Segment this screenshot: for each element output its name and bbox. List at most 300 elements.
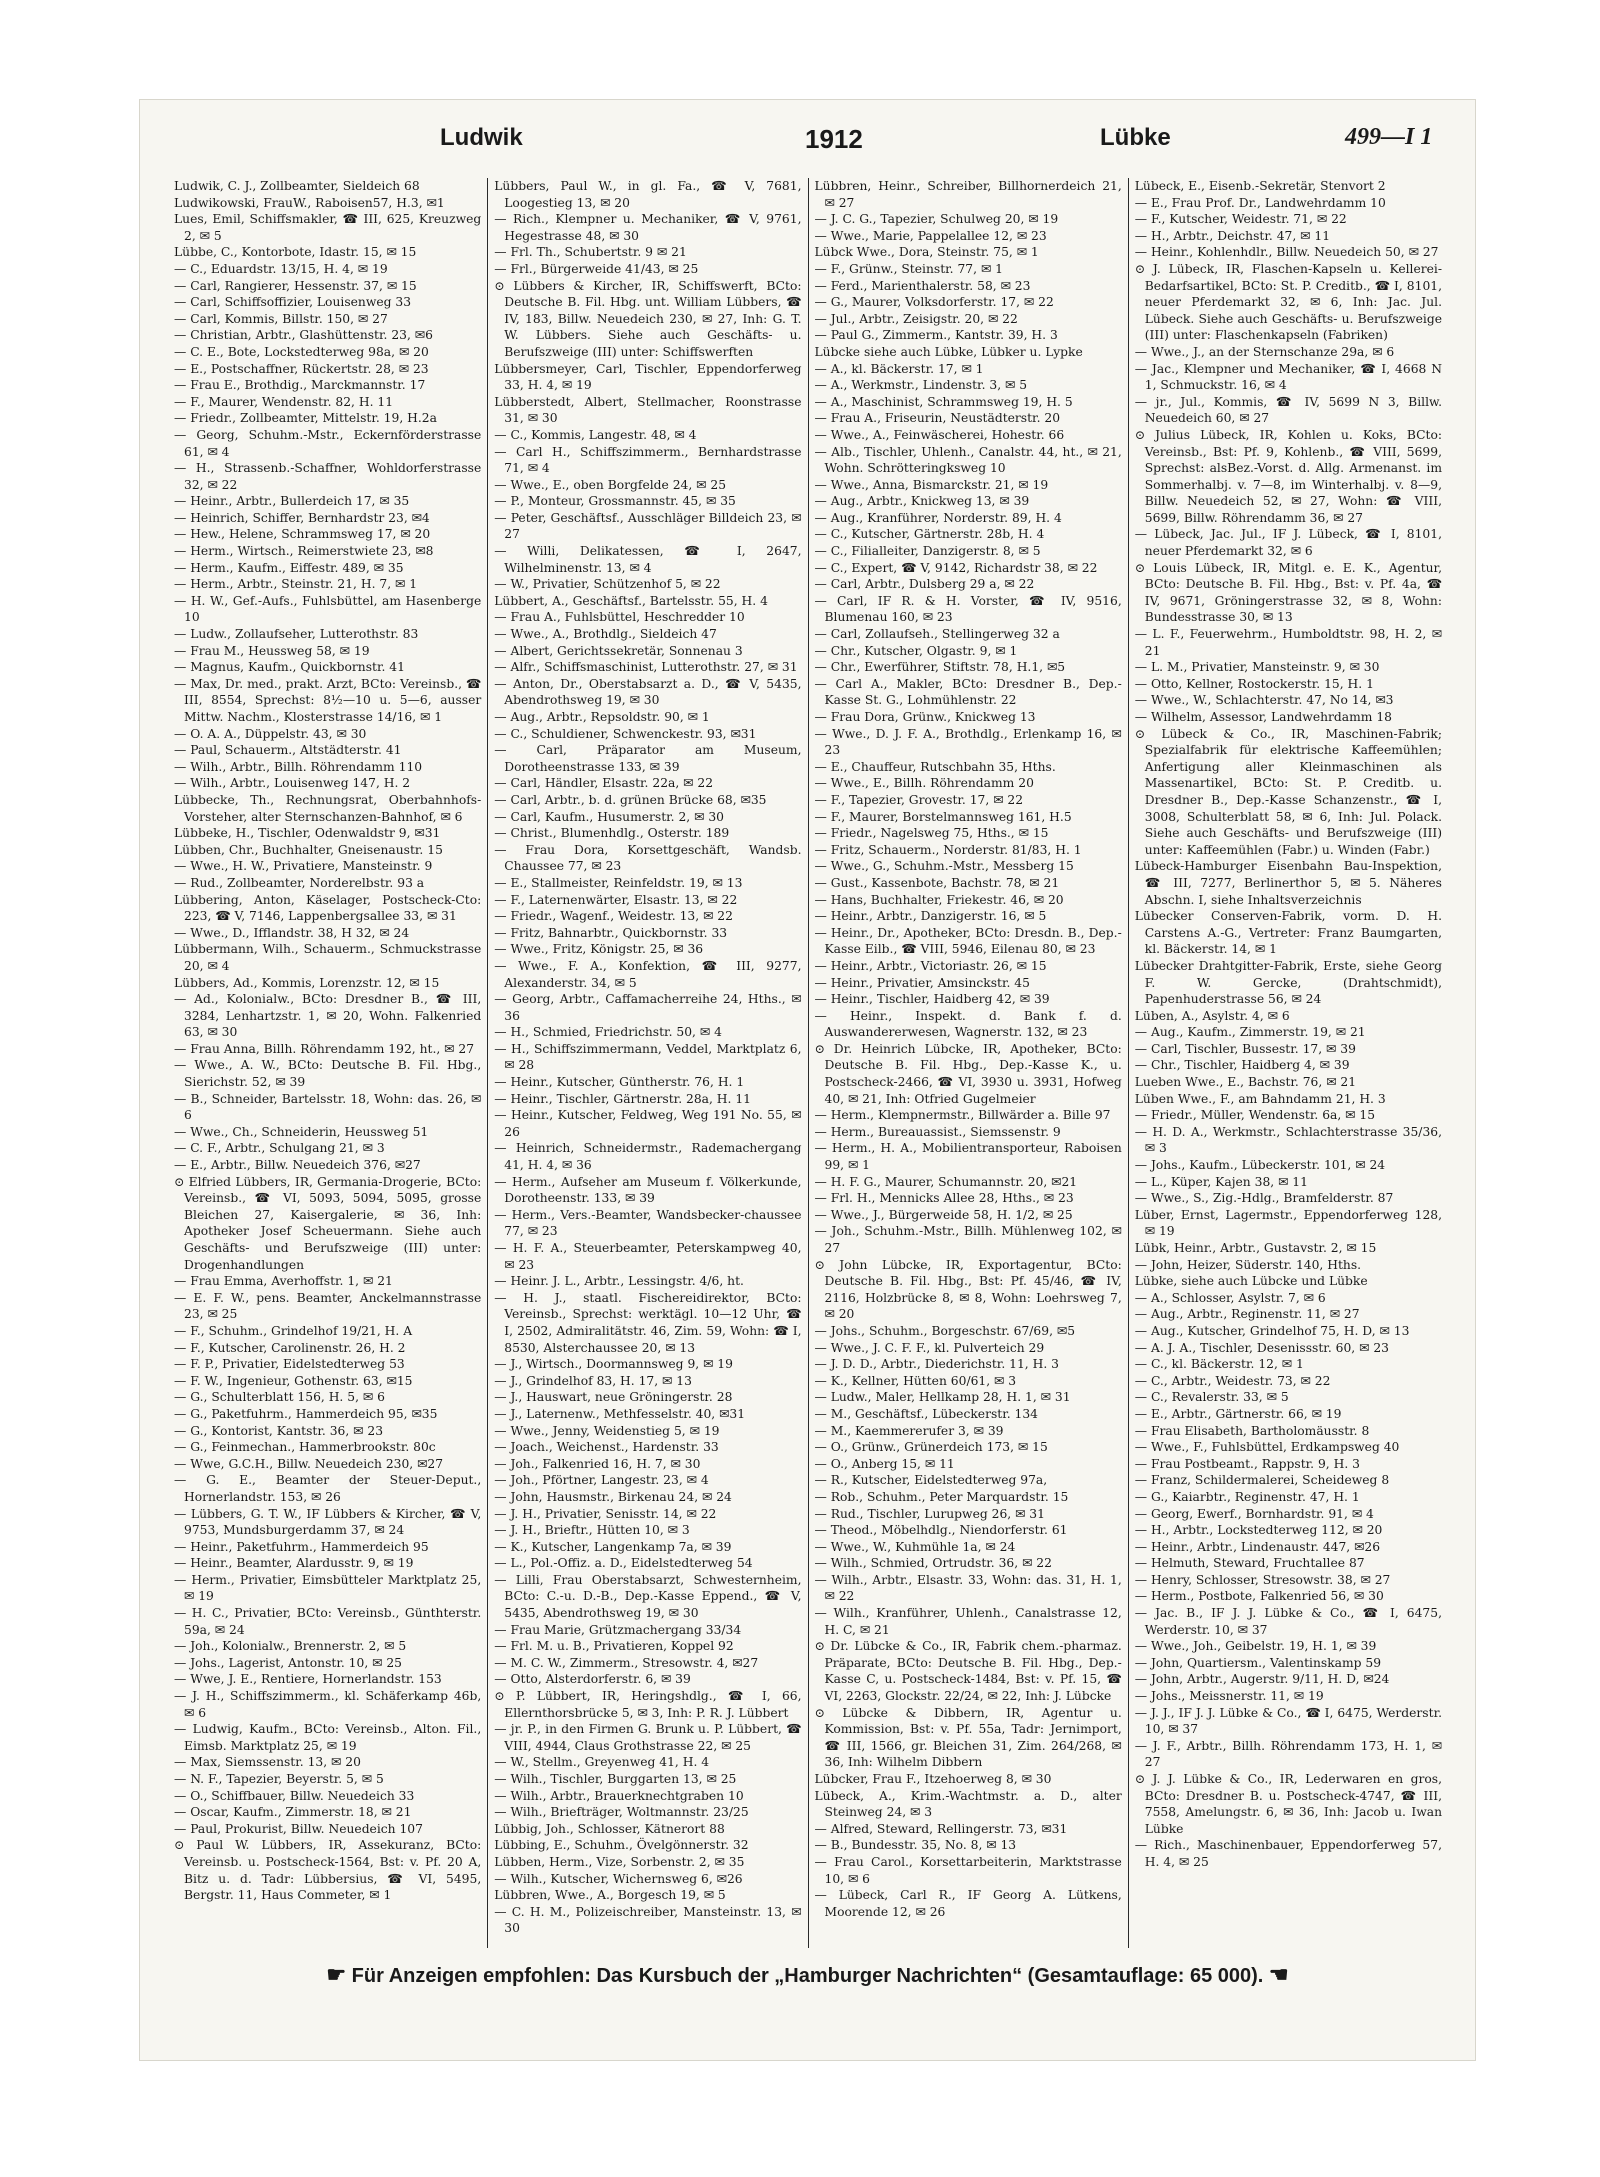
directory-entry: — Friedr., Wagenf., Weidestr. 13, ✉ 22 [494,909,733,924]
directory-entry: — K., Kellner, Hütten 60/61, ✉ 3 [814,1373,1017,1388]
directory-entry: — L. F., Feuerwehrm., Humboldtstr. 98, H. 2, ✉ 21 [1134,627,1442,658]
column-3 [809,178,1129,1948]
directory-entry: — F., Tapezier, Grovestr. 17, ✉ 22 [814,792,1024,807]
directory-entry: — Herm., Postbote, Falkenried 56, ✉ 30 [1134,1589,1384,1604]
directory-entry: — Wwe., D., Ifflandstr. 38, H 32, ✉ 24 [174,925,410,940]
directory-entry: — Aug., Arbtr., Repsoldstr. 90, ✉ 1 [494,710,710,724]
directory-entry: — J., Laternenw., Methfesselstr. 40, ✉31 [494,1406,746,1421]
directory-entry: — Wwe., Fritz, Königstr. 25, ✉ 36 [494,942,704,957]
directory-entry: — C. F., Arbtr., Schulgang 21, ✉ 3 [174,1141,385,1156]
directory-entry: — Herm., Arbtr., Steinstr. 21, H. 7, ✉ 1 [174,577,418,592]
directory-entry: — M. C. W., Zimmerm., Stresowstr. 4, ✉27 [494,1655,759,1670]
directory-entry: — C., Arbtr., Weidestr. 73, ✉ 22 [1134,1373,1331,1388]
directory-entry: — Frau Emma, Averhoffstr. 1, ✉ 21 [174,1274,393,1289]
directory-entry: — Alfr., Schiffsmaschinist, Lutterothstr. 27, ✉ 31 [494,660,798,675]
directory-entry: — Wilhelm, Assessor, Landwehrdamm 18 [1134,710,1392,724]
directory-entry: — Wwe., Anna, Bismarckstr. 21, ✉ 19 [814,477,1049,492]
directory-entry: — H. C., Privatier, BCto: Vereinsb., Günthterstr. 59a, ✉ 24 [174,1606,482,1637]
directory-entry: — Anton, Dr., Oberstabsarzt a. D., ☎ V, 5435, Abendrothsweg 19, ✉ 30 [494,676,802,708]
directory-entry: Lübbers, Paul W., in gl. Fa., ☎ V, 7681, Loogestieg 13, ✉ 20 [494,179,802,210]
directory-entry: — Aug., Kutscher, Grindelhof 75, H. D, ✉ 13 [1134,1323,1410,1338]
directory-entry: — Wilh., Briefträger, Woltmannstr. 23/25 [494,1805,749,1820]
directory-entry: ⊙ P. Lübbert, IR, Heringshdlg., ☎ I, 66, Ellernthorsbrücke 5, ✉ 3, Inh: P. R. J. Lübbert [494,1689,802,1720]
directory-entry: ⊙ Paul W. Lübbers, IR, Assekuranz, BCto: Vereinsb. u. Postscheck-1564, Bst: v. Pf. 20 A, Bitz u. d. Tadr: Lübbersius, ☎ VI, 5495, Bergstr. 11, Haus Commeter, ✉ 1 [174,1838,482,1903]
directory-entry: — Carl, Präparator am Museum, Dorotheenstrasse 133, ✉ 39 [494,743,802,774]
directory-entry: ⊙ Lübcke & Dibbern, IR, Agentur u. Kommission, Bst: v. Pf. 55a, Tadr: Jernimport, ☎ III, 1566, gr. Bleichen 31, Zim. 264/268, ✉ 36, Inh: Wilhelm Dibbern [814,1705,1122,1770]
directory-entry: — Ludw., Zollaufseher, Lutterothstr. 83 [174,627,419,642]
directory-entry: Lübk, Heinr., Arbtr., Gustavstr. 2, ✉ 15 [1134,1241,1377,1255]
directory-entry: — Carl, Arbtr., Dulsberg 29 a, ✉ 22 [814,577,1035,592]
directory-entry: — Wwe., A. W., BCto: Deutsche B. Fil. Hbg., Sierichstr. 52, ✉ 39 [174,1058,482,1090]
directory-entry: — Frau E., Brothdig., Marckmannstr. 17 [174,378,426,393]
directory-entry: — Frau Dora, Korsettgeschäft, Wandsb. Chaussee 77, ✉ 23 [494,842,802,874]
directory-entry: — John, Hausmstr., Birkenau 24, ✉ 24 [494,1489,732,1504]
directory-entry: — Lübbers, G. T. W., IF Lübbers & Kircher, ☎ V, 9753, Mundsburgerdamm 37, ✉ 24 [174,1506,482,1538]
directory-entry: Lübcker, Frau F., Itzehoerweg 8, ✉ 30 [814,1772,1052,1786]
directory-entry: — C., Expert, ☎ V, 9142, Richardstr 38, ✉ 22 [814,560,1098,575]
directory-entry: — Frau Marie, Grützmachergang 33/34 [494,1622,742,1637]
directory-entry: — J. H., Brieftr., Hütten 10, ✉ 3 [494,1523,690,1538]
directory-entry: — C. E., Bote, Lockstedterweg 98a, ✉ 20 [174,344,429,359]
directory-entry: Lübbecke, Th., Rechnungsrat, Oberbahnhofs-Vorsteher, alter Sternschanzen-Bahnhof, ✉ 6 [174,792,482,824]
directory-entry: — Heinrich, Schneidermstr., Rademachergang 41, H. 4, ✉ 36 [494,1141,802,1173]
directory-page [140,100,1475,2060]
directory-entry: — Heinr., Arbtr., Bullerdeich 17, ✉ 35 [174,494,410,509]
directory-entry: — Chr., Tischler, Haidberg 4, ✉ 39 [1134,1058,1350,1073]
directory-entry: — Otto, Kellner, Rostockerstr. 15, H. 1 [1134,676,1374,691]
page-header [140,118,1475,168]
directory-entry: — Jac. B., IF J. J. Lübke & Co., ☎ I, 6475, Werderstr. 10, ✉ 37 [1134,1606,1442,1637]
directory-entry: — Fritz, Bahnarbtr., Quickbornstr. 33 [494,925,728,940]
directory-entry: — Max, Siemssenstr. 13, ✉ 20 [174,1755,361,1770]
directory-entry: — J., Hauswart, neue Gröningerstr. 28 [494,1390,733,1405]
page-number: 499—I 1 [1345,124,1433,150]
directory-entry: — Heinr., Kutscher, Güntherstr. 76, H. 1 [494,1075,745,1090]
directory-entry: Lübeck-Hamburger Eisenbahn Bau-Inspektion, ☎ III, 7277, Berlinerthor 5, ✉ 5. Näheres Abschn. I, siehe Inhaltsverzeichnis [1134,859,1442,907]
directory-entry: — Johs., Lagerist, Antonstr. 10, ✉ 25 [174,1655,403,1670]
directory-entry: Lübeck, E., Eisenb.-Sekretär, Stenvort 2 [1134,179,1386,193]
directory-entry: — Georg, Arbtr., Caffamacherreihe 24, Hths., ✉ 36 [494,992,802,1023]
directory-entry: — Aug., Arbtr., Knickweg 13, ✉ 39 [814,494,1030,509]
directory-entry: — O. A. A., Düppelstr. 43, ✉ 30 [174,726,367,741]
directory-entry: — Jac., Klempner und Mechaniker, ☎ I, 4668 N 1, Schmuckstr. 16, ✉ 4 [1134,361,1442,393]
directory-entry: — J. H., Privatier, Senisstr. 14, ✉ 22 [494,1506,717,1521]
directory-entry: — Joh., Kolonialw., Brennerstr. 2, ✉ 5 [174,1639,407,1654]
directory-entry: — G. E., Beamter der Steuer-Deput., Hornerlandstr. 153, ✉ 26 [174,1473,482,1504]
directory-entry: — W., Privatier, Schützenhof 5, ✉ 22 [494,577,721,592]
directory-entry: — R., Kutscher, Eidelstedterweg 97a, [814,1473,1048,1488]
directory-entry: — Theod., Möbelhdlg., Niendorferstr. 61 [814,1523,1068,1538]
directory-entry: — Ludwig, Kaufm., BCto: Vereinsb., Alton. Fil., Eimsb. Marktplatz 25, ✉ 19 [174,1722,482,1753]
directory-entry: — F., Maurer, Borstelmannsweg 161, H.5 [814,809,1072,824]
directory-entry: — Herm., Klempnermstr., Billwärder a. Bille 97 [814,1108,1111,1123]
directory-entry: — G., Kontorist, Kantstr. 36, ✉ 23 [174,1423,384,1438]
directory-entry: — Carl, Händler, Elsastr. 22a, ✉ 22 [494,776,714,791]
directory-entry: — Georg, Schuhm.-Mstr., Eckernförderstrasse 61, ✉ 4 [174,427,482,459]
directory-entry: — Herm., Wirtsch., Reimerstwiete 23, ✉8 [174,544,434,559]
directory-entry: — H., Arbtr., Lockstedterweg 112, ✉ 20 [1134,1523,1383,1538]
directory-entry: Ludwik, C. J., Zollbeamter, Sieldeich 68 [174,179,420,193]
directory-entry: — W., Stellm., Greyenweg 41, H. 4 [494,1755,710,1770]
directory-entry: Lübbe, C., Kontorbote, Idastr. 15, ✉ 15 [174,245,417,260]
directory-entry: — F. W., Ingenieur, Gothenstr. 63, ✉15 [174,1373,413,1388]
directory-entry: ⊙ Dr. Lübcke & Co., IR, Fabrik chem.-pharmaz. Präparate, BCto: Deutsche B. Fil. Hbg., Dep.-Kasse C, u. Postscheck-1484, Bst: v. Pf. 15, ☎ VI, 2263, Glockstr. 22/24, ✉ 22, Inh: J. Lübcke [814,1639,1122,1704]
directory-entry: — Wwe., Joh., Geibelstr. 19, H. 1, ✉ 39 [1134,1639,1377,1654]
directory-entry: ⊙ John Lübcke, IR, Exportagentur, BCto: Deutsche B. Fil. Hbg., Bst: Pf. 45/46, ☎ IV, 2116, Holzbrücke 8, ✉ 8, Wohn: Loehrsweg 7, ✉ 20 [814,1257,1122,1322]
directory-entry: — Frau Anna, Billh. Röhrendamm 192, ht., ✉ 27 [174,1041,475,1056]
directory-entry: — Wwe., Marie, Pappelallee 12, ✉ 23 [814,228,1047,243]
directory-entry: — Rich., Maschinenbauer, Eppendorferweg 57, H. 4, ✉ 25 [1134,1838,1442,1869]
directory-entry: Lübck Wwe., Dora, Steinstr. 75, ✉ 1 [814,245,1039,260]
directory-entry: — Ferd., Marienthalerstr. 58, ✉ 23 [814,278,1031,293]
directory-entry: — Friedr., Müller, Wendenstr. 6a, ✉ 15 [1134,1108,1376,1123]
directory-entry: — Wwe., H. W., Privatiere, Mansteinstr. 9 [174,859,433,874]
directory-entry: — Ludw., Maler, Hellkamp 28, H. 1, ✉ 31 [814,1390,1071,1405]
directory-entry: Lübben, Herm., Vize, Sorbenstr. 2, ✉ 35 [494,1854,745,1869]
directory-entry: ⊙ Lübbers & Kircher, IR, Schiffswerft, BCto: Deutsche B. Fil. Hbg. unt. William Lübbers, ☎ IV, 183, Billw. Neuedeich 230, ✉ 27, Inh: G. T. W. Lübbers. Siehe auch Geschäfts- u. Berufszweige (III) unter: Schiffswerften [494,278,802,359]
directory-entry: Lübbeke, H., Tischler, Odenwaldstr 9, ✉31 [174,826,441,841]
directory-entry: — Frau Dora, Grünw., Knickweg 13 [814,710,1036,724]
directory-entry: — Jul., Arbtr., Zeisigstr. 20, ✉ 22 [814,311,1018,326]
directory-entry: — O., Schiffbauer, Billw. Neuedeich 33 [174,1788,415,1803]
directory-entry: — L., Küper, Kajen 38, ✉ 11 [1134,1174,1308,1189]
directory-entry: — J. C. G., Tapezier, Schulweg 20, ✉ 19 [814,212,1059,227]
directory-entry: — Heinr., Kohlenhdlr., Billw. Neuedeich 50, ✉ 27 [1134,245,1439,260]
directory-entry: — Wwe., D. J. F. A., Brothdlg., Erlenkamp 16, ✉ 23 [814,726,1122,758]
directory-entry: — Carl, IF R. & H. Vorster, ☎ IV, 9516, Blumenau 160, ✉ 23 [814,593,1122,625]
directory-entry: — Wilh., Tischler, Burggarten 13, ✉ 25 [494,1772,737,1786]
directory-entry: — Frau M., Heussweg 58, ✉ 19 [174,643,370,658]
directory-entry: — Carl, Arbtr., b. d. grünen Brücke 68, ✉35 [494,792,767,807]
directory-entry: — Christian, Arbtr., Glashüttenstr. 23, ✉6 [174,328,433,343]
directory-entry: — Frl., Bürgerweide 41/43, ✉ 25 [494,261,699,276]
directory-entry: — Heinr., Kutscher, Feldweg, Weg 191 No. 55, ✉ 26 [494,1108,802,1139]
directory-entry: Lübeck, A., Krim.-Wachtmstr. a. D., alter Steinweg 24, ✉ 3 [814,1788,1122,1820]
directory-entry: — C., Eduardstr. 13/15, H. 4, ✉ 19 [174,261,388,276]
directory-entry: — Rich., Klempner u. Mechaniker, ☎ V, 9761, Hegestrasse 48, ✉ 30 [494,212,802,243]
directory-entry: — G., Kaiarbtr., Reginenstr. 47, H. 1 [1134,1489,1360,1504]
directory-entry: Lübbert, A., Geschäftsf., Bartelsstr. 55, H. 4 [494,593,768,608]
directory-entry: — Wwe, J. E., Rentiere, Hornerlandstr. 153 [174,1672,442,1687]
directory-entry: — Johs., Meissnerstr. 11, ✉ 19 [1134,1689,1324,1704]
directory-entry: — O., Grünw., Grünerdeich 173, ✉ 15 [814,1440,1048,1455]
directory-entry: — Gust., Kassenbote, Bachstr. 78, ✉ 21 [814,875,1060,890]
directory-entry: — jr., Jul., Kommis, ☎ IV, 5699 N 3, Billw. Neuedeich 60, ✉ 27 [1134,394,1442,426]
directory-entry: Lübberstedt, Albert, Stellmacher, Roonstrasse 31, ✉ 30 [494,394,802,426]
directory-entry: — Georg, Ewerf., Bornhardstr. 91, ✉ 4 [1134,1506,1374,1521]
directory-entry: — G., Feinmechan., Hammerbrookstr. 80c [174,1440,436,1455]
directory-entry: Lübbersmeyer, Carl, Tischler, Eppendorferweg 33, H. 4, ✉ 19 [494,361,802,393]
directory-entry: — H. F. G., Maurer, Schumannstr. 20, ✉21 [814,1174,1078,1189]
directory-entry: Ludwikowski, FrauW., Raboisen57, H.3, ✉1 [174,195,445,210]
directory-columns [168,178,1448,1948]
directory-entry: — Johs., Kaufm., Lübeckerstr. 101, ✉ 24 [1134,1158,1386,1173]
directory-entry: — Lilli, Frau Oberstabsarzt, Schwesternheim, BCto: C.-u. D.-B., Dep.-Kasse Eppend., ☎ V, 5435, Abendrothsweg 19, ✉ 30 [494,1572,802,1621]
directory-entry: — Wwe, G.C.H., Billw. Neuedeich 230, ✉27 [174,1456,444,1471]
directory-entry: — Paul, Schauerm., Altstädterstr. 41 [174,743,402,758]
pointing-hand-left-icon: ☛ [326,1962,347,1987]
directory-entry: — Heinr., Paketfuhrm., Hammerdeich 95 [174,1539,429,1554]
directory-entry: — Max, Dr. med., prakt. Arzt, BCto: Vereinsb., ☎ III, 8554, Sprechst: 8½—10 u. 5—6, ausser Mittw. Nachm., Klosterstrasse 14/16, ✉ 1 [174,676,482,724]
header-left-word: Ludwik [440,124,523,151]
directory-entry: — Wwe., E., oben Borgfelde 24, ✉ 25 [494,477,727,492]
directory-entry: Lues, Emil, Schiffsmakler, ☎ III, 625, Kreuzweg 2, ✉ 5 [174,212,482,243]
advertisement-footer [140,1962,1475,1988]
column-4 [1129,178,1448,1948]
directory-entry: — Hew., Helene, Schrammsweg 17, ✉ 20 [174,527,431,542]
directory-entry: — K., Kutscher, Langenkamp 7a, ✉ 39 [494,1539,732,1554]
directory-entry: — Heinr., Dr., Apotheker, BCto: Dresdn. B., Dep.-Kasse Eilb., ☎ VIII, 5946, Eilenau 80, ✉ 23 [814,925,1122,957]
directory-entry: — Wwe., Ch., Schneiderin, Heussweg 51 [174,1124,429,1139]
directory-entry: — J. J., IF J. J. Lübke & Co., ☎ I, 6475, Werderstr. 10, ✉ 37 [1134,1705,1442,1737]
directory-entry: — Heinrich, Schiffer, Bernhardstr 23, ✉4 [174,510,430,525]
directory-entry: — C., Kommis, Langestr. 48, ✉ 4 [494,427,697,442]
directory-entry: — P., Monteur, Grossmannstr. 45, ✉ 35 [494,494,736,509]
directory-entry: Lübbren, Wwe., A., Borgesch 19, ✉ 5 [494,1888,726,1903]
directory-entry: — E., Postschaffner, Rückertstr. 28, ✉ 23 [174,361,429,376]
directory-entry: — Franz, Schildermalerei, Scheideweg 8 [1134,1473,1390,1488]
directory-entry: — Heinr., Inspekt. d. Bank f. d. Auswandererwesen, Wagnerstr. 132, ✉ 23 [814,1008,1122,1040]
directory-entry: — B., Schneider, Bartelsstr. 18, Wohn: das. 26, ✉ 6 [174,1091,482,1123]
directory-entry: — Paul G., Zimmerm., Kantstr. 39, H. 3 [814,328,1058,343]
directory-entry: — L. M., Privatier, Mansteinstr. 9, ✉ 30 [1134,660,1380,675]
directory-entry: — Frl. Th., Schubertstr. 9 ✉ 21 [494,245,687,260]
directory-entry: Lübbing, E., Schuhm., Övelgönnerstr. 32 [494,1838,749,1853]
directory-entry: ⊙ Dr. Heinrich Lübcke, IR, Apotheker, BCto: Deutsche B. Fil. Hbg., Dep.-Kasse K., u. Postscheck-2466, ☎ VI, 3930 u. 3931, Hofweg 40, ✉ 21, Inh: Otfried Gugelmeier [814,1041,1122,1106]
directory-entry: — N. F., Tapezier, Beyerstr. 5, ✉ 5 [174,1772,384,1786]
directory-entry: — Carl, Tischler, Bussestr. 17, ✉ 39 [1134,1041,1356,1056]
directory-entry: — Lübeck, Jac. Jul., IF J. Lübeck, ☎ I, 8101, neuer Pferdemarkt 32, ✉ 6 [1134,527,1442,559]
directory-entry: — Joh., Falkenried 16, H. 7, ✉ 30 [494,1456,701,1471]
directory-entry: — Carl H., Schiffszimmerm., Bernhardstrasse 71, ✉ 4 [494,444,802,476]
directory-entry: — Henry, Schlosser, Stresowstr. 38, ✉ 27 [1134,1572,1391,1587]
directory-entry: — Heinr. J. L., Arbtr., Lessingstr. 4/6, ht. [494,1274,744,1289]
directory-entry: — G., Paketfuhrm., Hammerdeich 95, ✉35 [174,1406,438,1421]
directory-entry: — H. F. A., Steuerbeamter, Peterskampweg 40, ✉ 23 [494,1241,802,1272]
directory-entry: — G., Schulterblatt 156, H. 5, ✉ 6 [174,1390,385,1405]
directory-entry: — E., Stallmeister, Reinfeldstr. 19, ✉ 13 [494,875,743,890]
directory-entry: — Carl, Kommis, Billstr. 150, ✉ 27 [174,311,388,326]
footer-text: Für Anzeigen empfohlen: Das Kursbuch der „Hamburger Nachrichten“ (Gesamtauflage: 65 000). [351,1965,1264,1987]
directory-entry: — Herm., Bureauassist., Siemssenstr. 9 [814,1124,1061,1139]
directory-entry: — Carl A., Makler, BCto: Dresdner B., Dep.-Kasse St. G., Lohmühlenstr. 22 [814,676,1122,708]
pointing-hand-right-icon: ☚ [1268,1962,1289,1987]
directory-entry: — Aug., Kranführer, Norderstr. 89, H. 4 [814,510,1062,525]
directory-entry: — Alfred, Steward, Rellingerstr. 73, ✉31 [814,1821,1068,1836]
directory-entry: — O., Anberg 15, ✉ 11 [814,1456,955,1471]
directory-entry: Lueben Wwe., E., Bachstr. 76, ✉ 21 [1134,1075,1357,1090]
directory-entry: — Christ., Blumenhdlg., Osterstr. 189 [494,826,730,841]
directory-entry: — Carl, Kaufm., Husumerstr. 2, ✉ 30 [494,809,724,824]
directory-entry: — Heinr., Tischler, Haidberg 42, ✉ 39 [814,992,1050,1007]
directory-entry: — Albert, Gerichtssekretär, Sonnenau 3 [494,643,743,658]
directory-entry: — John, Heizer, Süderstr. 140, Hths. [1134,1257,1362,1272]
directory-entry: — Fritz, Schauerm., Norderstr. 81/83, H. 1 [814,842,1082,857]
directory-entry: Lübecker Drahtgitter-Fabrik, Erste, siehe Georg F. W. Gercke, (Drahtschmidt), Papenhuderstrasse 56, ✉ 24 [1134,958,1442,1007]
directory-entry: — Wwe., F., Fuhlsbüttel, Erdkampsweg 40 [1134,1440,1400,1455]
directory-entry: — Heinr., Tischler, Gärtnerstr. 28a, H. 11 [494,1091,752,1106]
directory-entry: Lübcke siehe auch Lübke, Lübker u. Lypke [814,344,1083,359]
directory-entry: — F., Kutscher, Carolinenstr. 26, H. 2 [174,1340,406,1355]
directory-entry: — J. H., Schiffszimmerm., kl. Schäferkamp 46b, ✉ 6 [174,1689,482,1720]
directory-entry: — Chr., Kutscher, Olgastr. 9, ✉ 1 [814,643,1018,658]
directory-entry: ⊙ Elfried Lübbers, IR, Germania-Drogerie, BCto: Vereinsb., ☎ VI, 5093, 5094, 5095, grosse Bleichen 27, Kaisergalerie, ✉ 36, Inh: Apotheker Josef Scheuermann. Siehe auch Geschäfts- und Berufszweige (III) unter: Drogenhandlungen [174,1174,482,1272]
directory-entry: — Carl, Zollaufseh., Stellingerweg 32 a [814,627,1060,642]
directory-entry: — Aug., Kaufm., Zimmerstr. 19, ✉ 21 [1134,1025,1366,1040]
directory-entry: — C., Revalerstr. 33, ✉ 5 [1134,1390,1289,1405]
directory-entry: — Joach., Weichenst., Hardenstr. 33 [494,1440,719,1455]
directory-entry: — Friedr., Zollbeamter, Mittelstr. 19, H.2a [174,411,437,426]
directory-entry: — Frl. M. u. B., Privatieren, Koppel 92 [494,1639,734,1654]
directory-entry: — Helmuth, Steward, Fruchtallee 87 [1134,1556,1365,1571]
directory-entry: — A. J. A., Tischler, Desenissstr. 60, ✉ 23 [1134,1340,1389,1355]
directory-entry: — H., Schmied, Friedrichstr. 50, ✉ 4 [494,1025,722,1040]
directory-entry: — Frau A., Friseurin, Neustädterstr. 20 [814,411,1061,426]
directory-entry: — Herm., Vers.-Beamter, Wandsbecker-chaussee 77, ✉ 23 [494,1207,802,1239]
directory-entry: — Wwe., F. A., Konfektion, ☎ III, 9277, Alexanderstr. 34, ✉ 5 [494,958,802,990]
directory-entry: — Frl. H., Mennicks Allee 28, Hths., ✉ 23 [814,1191,1074,1206]
directory-entry: — Johs., Schuhm., Borgeschstr. 67/69, ✉5 [814,1323,1076,1338]
directory-entry: — A., kl. Bäckerstr. 17, ✉ 1 [814,361,984,376]
directory-entry: — Herm., H. A., Mobilientransporteur, Raboisen 99, ✉ 1 [814,1141,1122,1173]
directory-entry: — J., Wirtsch., Doormannsweg 9, ✉ 19 [494,1357,733,1372]
directory-entry: — Paul, Prokurist, Billw. Neuedeich 107 [174,1821,423,1836]
directory-entry: — Rob., Schuhm., Peter Marquardstr. 15 [814,1489,1069,1504]
directory-entry: — F. P., Privatier, Eidelstedterweg 53 [174,1357,405,1372]
directory-entry: — H. W., Gef.-Aufs., Fuhlsbüttel, am Hasenberge 10 [174,593,482,625]
directory-entry: — Wwe., J., Bürgerweide 58, H. 1/2, ✉ 25 [814,1207,1073,1222]
directory-entry: — M., Geschäftsf., Lübeckerstr. 134 [814,1406,1039,1421]
directory-entry: — J., Grindelhof 83, H. 17, ✉ 13 [494,1373,692,1388]
directory-entry: — Hans, Buchhalter, Friekestr. 46, ✉ 20 [814,892,1064,907]
directory-entry: ⊙ Julius Lübeck, IR, Kohlen u. Koks, BCto: Vereinsb., Bst: Pf. 9, Kohlenb., ☎ VIII, 5699, Sprechst: alsBez.-Vorst. d. Allg. Armenanst. im Sommerhalbj. v. 7—8, im Winterhalbj. v. 8—9, Billw. Neuedeich 52, ✉ 27, Wohn: ☎ VIII, 5699, Billw. Röhrendamm 36, ✉ 27 [1134,427,1442,525]
directory-entry: ⊙ J. J. Lübke & Co., IR, Lederwaren en gros, BCto: Dresdner B. u. Postscheck-4747, ☎ III, 7558, Amelungstr. 6, ✉ 36, Inh: Jacob u. Iwan Lübke [1134,1772,1442,1836]
directory-entry: — F., Schuhm., Grindelhof 19/21, H. A [174,1323,413,1338]
directory-entry: — Frau A., Fuhlsbüttel, Heschredder 10 [494,610,745,625]
directory-entry: — H., Strassenb.-Schaffner, Wohldorferstrasse 32, ✉ 22 [174,461,482,492]
header-year: 1912 [805,124,863,154]
directory-entry: — L., Pol.-Offiz. a. D., Eidelstedterweg 54 [494,1556,753,1571]
directory-entry: — C., Filialleiter, Danzigerstr. 8, ✉ 5 [814,544,1041,559]
directory-entry: — H. J., staatl. Fischereidirektor, BCto: Vereinsb., Sprechst: werktägl. 10—12 Uhr, ☎ I, 2502, Admiralitätstr. 46, Zim. 59, Wohn: ☎ I, 8530, Alsterchaussee 20, ✉ 13 [494,1290,802,1355]
directory-entry: — Joh., Schuhm.-Mstr., Billh. Mühlenweg 102, ✉ 27 [814,1224,1122,1255]
directory-entry: — Frau Postbeamt., Rappstr. 9, H. 3 [1134,1456,1360,1471]
directory-entry: — Wwe., E., Billh. Röhrendamm 20 [814,776,1034,791]
directory-entry: — F., Kutscher, Weidestr. 71, ✉ 22 [1134,212,1347,227]
directory-entry: — Joh., Pförtner, Langestr. 23, ✉ 4 [494,1473,709,1488]
directory-entry: — Heinr., Beamter, Alardusstr. 9, ✉ 19 [174,1556,414,1571]
directory-entry: — F., Grünw., Steinstr. 77, ✉ 1 [814,261,1003,276]
directory-entry: — Peter, Geschäftsf., Ausschläger Billdeich 23, ✉ 27 [494,510,802,542]
directory-entry: — Willi, Delikatessen, ☎ I, 2647, Wilhelminenstr. 13, ✉ 4 [494,544,802,575]
directory-entry: — Otto, Alsterdorferstr. 6, ✉ 39 [494,1672,691,1687]
directory-entry: — Herm., Kaufm., Eiffestr. 489, ✉ 35 [174,560,404,575]
directory-entry: Lübke, siehe auch Lübcke und Lübke [1134,1274,1368,1289]
directory-entry: — jr. P., in den Firmen G. Brunk u. P. Lübbert, ☎ VIII, 4944, Claus Grothstrasse 22, ✉ 25 [494,1722,802,1753]
directory-entry: — Wwe., G., Schuhm.-Mstr., Messberg 15 [814,859,1074,874]
directory-entry: — Heinr., Privatier, Amsinckstr. 45 [814,975,1030,990]
directory-entry: — F., Maurer, Wendenstr. 82, H. 11 [174,394,394,409]
directory-entry: — Frau Elisabeth, Bartholomäusstr. 8 [1134,1423,1370,1438]
directory-entry: — J. F., Arbtr., Billh. Röhrendamm 173, H. 1, ✉ 27 [1134,1738,1442,1770]
directory-entry: — Wilh., Kutscher, Wichernsweg 6, ✉26 [494,1871,743,1886]
directory-entry: — J. D. D., Arbtr., Diederichstr. 11, H. 3 [814,1357,1059,1372]
directory-entry: — Heinr., Arbtr., Lindenaustr. 447, ✉26 [1134,1539,1381,1554]
directory-entry: — C., Kutscher, Gärtnerstr. 28b, H. 4 [814,527,1045,542]
directory-entry: — Frau Carol., Korsettarbeiterin, Marktstrasse 10, ✉ 6 [814,1854,1122,1886]
directory-entry: — Carl, Rangierer, Hessenstr. 37, ✉ 15 [174,278,417,293]
directory-entry: — Carl, Schiffsoffizier, Louisenweg 33 [174,295,412,310]
directory-entry: — H. D. A., Werkmstr., Schlachterstrasse 35/36, ✉ 3 [1134,1124,1442,1156]
directory-entry: — B., Bundesstr. 35, No. 8, ✉ 13 [814,1838,1017,1853]
directory-entry: Lüber, Ernst, Lagermstr., Eppendorferweg 128, ✉ 19 [1134,1207,1442,1239]
directory-entry: — Magnus, Kaufm., Quickbornstr. 41 [174,660,405,675]
column-2 [488,178,808,1948]
directory-entry: — Friedr., Nagelsweg 75, Hths., ✉ 15 [814,826,1049,841]
directory-entry: — A., Schlosser, Asylstr. 7, ✉ 6 [1134,1290,1326,1305]
directory-entry: — Wilh., Schmied, Ortrudstr. 36, ✉ 22 [814,1556,1052,1571]
directory-entry: — Ad., Kolonialw., BCto: Dresdner B., ☎ III, 3284, Lenhartzstr. 1, ✉ 20, Wohn. Falkenried 63, ✉ 30 [174,992,482,1040]
directory-entry: — Heinr., Arbtr., Victoriastr. 26, ✉ 15 [814,958,1047,973]
directory-entry: — C. H. M., Polizeischreiber, Mansteinstr. 13, ✉ 30 [494,1904,802,1936]
directory-entry: — C., kl. Bäckerstr. 12, ✉ 1 [1134,1357,1304,1372]
directory-entry: — Rud., Tischler, Lurupweg 26, ✉ 31 [814,1506,1045,1521]
directory-entry: — E., Arbtr., Gärtnerstr. 66, ✉ 19 [1134,1406,1342,1421]
directory-entry: — Wilh., Kranführer, Uhlenh., Canalstrasse 12, H. C, ✉ 21 [814,1606,1122,1637]
directory-entry: — John, Arbtr., Augerstr. 9/11, H. D, ✉24 [1134,1672,1390,1687]
directory-entry: — Wwe., J. C. F. F., kl. Pulverteich 29 [814,1340,1045,1355]
directory-entry: — Rud., Zollbeamter, Norderelbstr. 93 a [174,875,425,890]
directory-entry: — Alb., Tischler, Uhlenh., Canalstr. 44, ht., ✉ 21, Wohn. Schrötteringksweg 10 [814,444,1122,476]
directory-entry: Lübbig, Joh., Schlosser, Kätnerort 88 [494,1821,725,1836]
directory-entry: — H., Arbtr., Deichstr. 47, ✉ 11 [1134,228,1331,243]
directory-entry: — Wwe., J., an der Sternschanze 29a, ✉ 6 [1134,344,1395,359]
directory-entry: — M., Kaemmererufer 3, ✉ 39 [814,1423,1004,1438]
directory-entry: — Wilh., Arbtr., Louisenweg 147, H. 2 [174,776,411,791]
directory-entry: — Lübeck, Carl R., IF Georg A. Lütkens, Moorende 12, ✉ 26 [814,1888,1122,1919]
directory-entry: ⊙ J. Lübeck, IR, Flaschen-Kapseln u. Kellerei-Bedarfsartikel, BCto: St. P. Creditb., ☎ I, 8101, neuer Pferdemarkt 32, ✉ 6, Inh: Jac. Jul. Lübeck. Siehe auch Geschäfts- u. Berufszweige (III) unter: Flaschenkapseln (Fabriken) [1134,261,1442,343]
column-1 [168,178,488,1948]
directory-entry: — Wilh., Arbtr., Brauerknechtgraben 10 [494,1788,744,1803]
directory-entry: — Wwe., A., Feinwäscherei, Hohestr. 66 [814,427,1065,442]
directory-entry: ⊙ Lübeck & Co., IR, Maschinen-Fabrik; Spezialfabrik für elektrische Kaffeemühlen; Anfertigung aller Kleinmaschinen als Massenartikel, BCto: St. P. Creditb. u. Dresdner B., Dep.-Kasse Schanzenstr., ☎ I, 3008, Schulterblatt 58, ✉ 6, Inh: Jul. Polack. Siehe auch Geschäfts- und Berufszweige (III) unter: Kaffeemühlen (Fabr.) u. Winden (Fabr.) [1134,726,1442,857]
directory-entry: Lübben, Chr., Buchhalter, Gneisenaustr. 15 [174,842,443,857]
directory-entry: — Herm., Aufseher am Museum f. Völkerkunde, Dorotheenstr. 133, ✉ 39 [494,1174,802,1206]
directory-entry: Lübbers, Ad., Kommis, Lorenzstr. 12, ✉ 15 [174,975,440,990]
directory-entry: — Wwe., A., Brothdlg., Sieldeich 47 [494,627,717,642]
directory-entry: Lüben Wwe., F., am Bahndamm 21, H. 3 [1134,1091,1386,1106]
directory-entry: Lübecker Conserven-Fabrik, vorm. D. H. Carstens A.-G., Vertreter: Franz Baumgarten, kl. Bäckerstr. 14, ✉ 1 [1134,909,1442,957]
directory-entry: ⊙ Louis Lübeck, IR, Mitgl. e. E. K., Agentur, BCto: Deutsche B. Fil. Hbg., Bst: v. Pf. 4a, ☎ IV, 9671, Gröningerstrasse 32, ✉ 8, Wohn: Bundesstrasse 30, ✉ 13 [1134,560,1442,625]
directory-entry: — G., Maurer, Volksdorferstr. 17, ✉ 22 [814,295,1054,310]
directory-entry: — C., Schuldiener, Schwenckestr. 93, ✉31 [494,726,757,741]
directory-entry: Lüben, A., Asylstr. 4, ✉ 6 [1134,1008,1290,1023]
directory-entry: — Heinr., Arbtr., Danzigerstr. 16, ✉ 5 [814,909,1047,924]
directory-entry: Lübbren, Heinr., Schreiber, Billhornerdeich 21, ✉ 27 [814,179,1122,210]
directory-entry: — Oscar, Kaufm., Zimmerstr. 18, ✉ 21 [174,1805,412,1820]
directory-entry: — Aug., Arbtr., Reginenstr. 11, ✉ 27 [1134,1307,1360,1322]
directory-entry: — Wwe., W., Kuhmühle 1a, ✉ 24 [814,1539,1016,1554]
header-right-word: Lübke [1100,124,1171,151]
directory-entry: — E., Chauffeur, Rutschbahn 35, Hths. [814,759,1056,774]
directory-entry: — Chr., Ewerführer, Stiftstr. 78, H.1, ✉5 [814,660,1066,675]
directory-entry: — A., Werkmstr., Lindenstr. 3, ✉ 5 [814,378,1028,393]
directory-entry: — H., Schiffszimmermann, Veddel, Marktplatz 6, ✉ 28 [494,1041,802,1073]
directory-entry: — Wwe., W., Schlachterstr. 47, No 14, ✉3 [1134,693,1394,708]
directory-entry: — Herm., Privatier, Eimsbütteler Marktplatz 25, ✉ 19 [174,1572,482,1604]
directory-entry: — Wilh., Arbtr., Elsastr. 33, Wohn: das. 31, H. 1, ✉ 22 [814,1572,1122,1604]
directory-entry: Lübbermann, Wilh., Schauerm., Schmuckstrasse 20, ✉ 4 [174,942,482,973]
